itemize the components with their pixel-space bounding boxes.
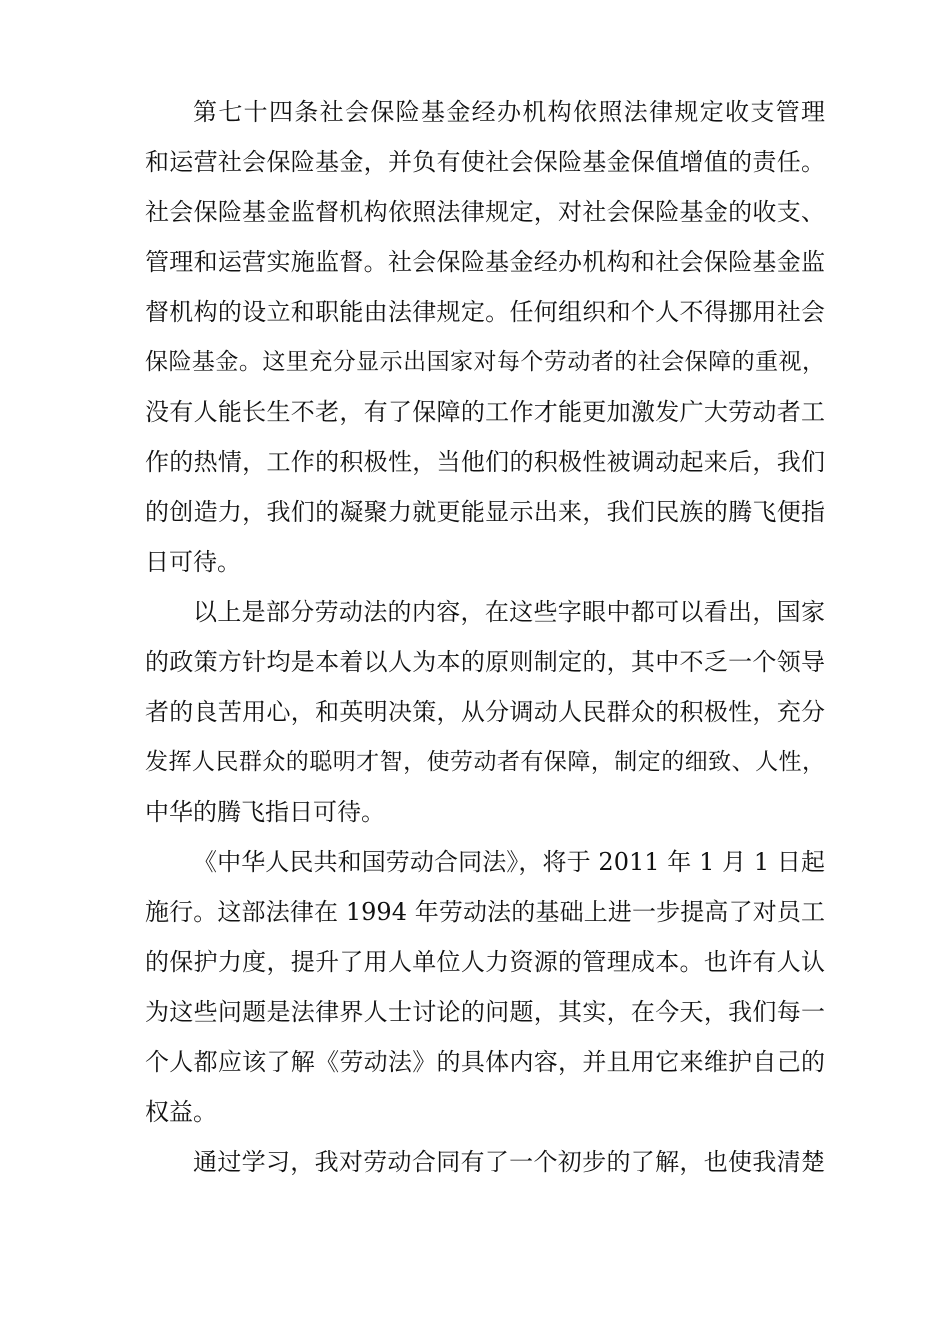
text-line: 的保护力度，提升了用人单位人力资源的管理成本。也许有人认	[145, 948, 825, 976]
text-line: 作的热情，工作的积极性，当他们的积极性被调动起来后，我们	[145, 448, 825, 476]
text-line: 以上是部分劳动法的内容，在这些字眼中都可以看出，国家	[193, 598, 825, 626]
text-line: 社会保险基金监督机构依照法律规定，对社会保险基金的收支、	[145, 198, 825, 226]
text-line: 保险基金。这里充分显示出国家对每个劳动者的社会保障的重视，	[145, 349, 825, 375]
text-line: 中华的腾飞指日可待。	[145, 798, 385, 826]
text-line: 的政策方针均是本着以人为本的原则制定的，其中不乏一个领导	[145, 648, 825, 676]
text-line: 权益。	[145, 1098, 217, 1126]
text-line: 的创造力，我们的凝聚力就更能显示出来，我们民族的腾飞便指	[145, 498, 825, 526]
text-line: 通过学习，我对劳动合同有了一个初步的了解，也使我清楚	[193, 1148, 825, 1176]
text-line: 为这些问题是法律界人士讨论的问题，其实，在今天，我们每一	[145, 998, 825, 1026]
text-line: 第七十四条社会保险基金经办机构依照法律规定收支管理	[193, 98, 825, 126]
text-line: 者的良苦用心，和英明决策，从分调动人民群众的积极性，充分	[145, 698, 825, 726]
text-line: 施行。这部法律在 1994 年劳动法的基础上进一步提高了对员工	[145, 898, 825, 926]
text-line: 个人都应该了解《劳动法》的具体内容，并且用它来维护自己的	[145, 1048, 825, 1076]
text-line: 没有人能长生不老，有了保障的工作才能更加激发广大劳动者工	[145, 398, 825, 426]
text-line: 管理和运营实施监督。社会保险基金经办机构和社会保险基金监	[145, 248, 825, 276]
text-line: 督机构的设立和职能由法律规定。任何组织和个人不得挪用社会	[145, 298, 825, 326]
text-line: 《中华人民共和国劳动合同法》，将于 2011 年 1 月 1 日起	[193, 848, 825, 876]
text-line: 发挥人民群众的聪明才智，使劳动者有保障，制定的细致、人性，	[145, 749, 825, 775]
text-line: 日可待。	[145, 548, 241, 576]
text-line: 和运营社会保险基金，并负有使社会保险基金保值增值的责任。	[145, 148, 825, 176]
